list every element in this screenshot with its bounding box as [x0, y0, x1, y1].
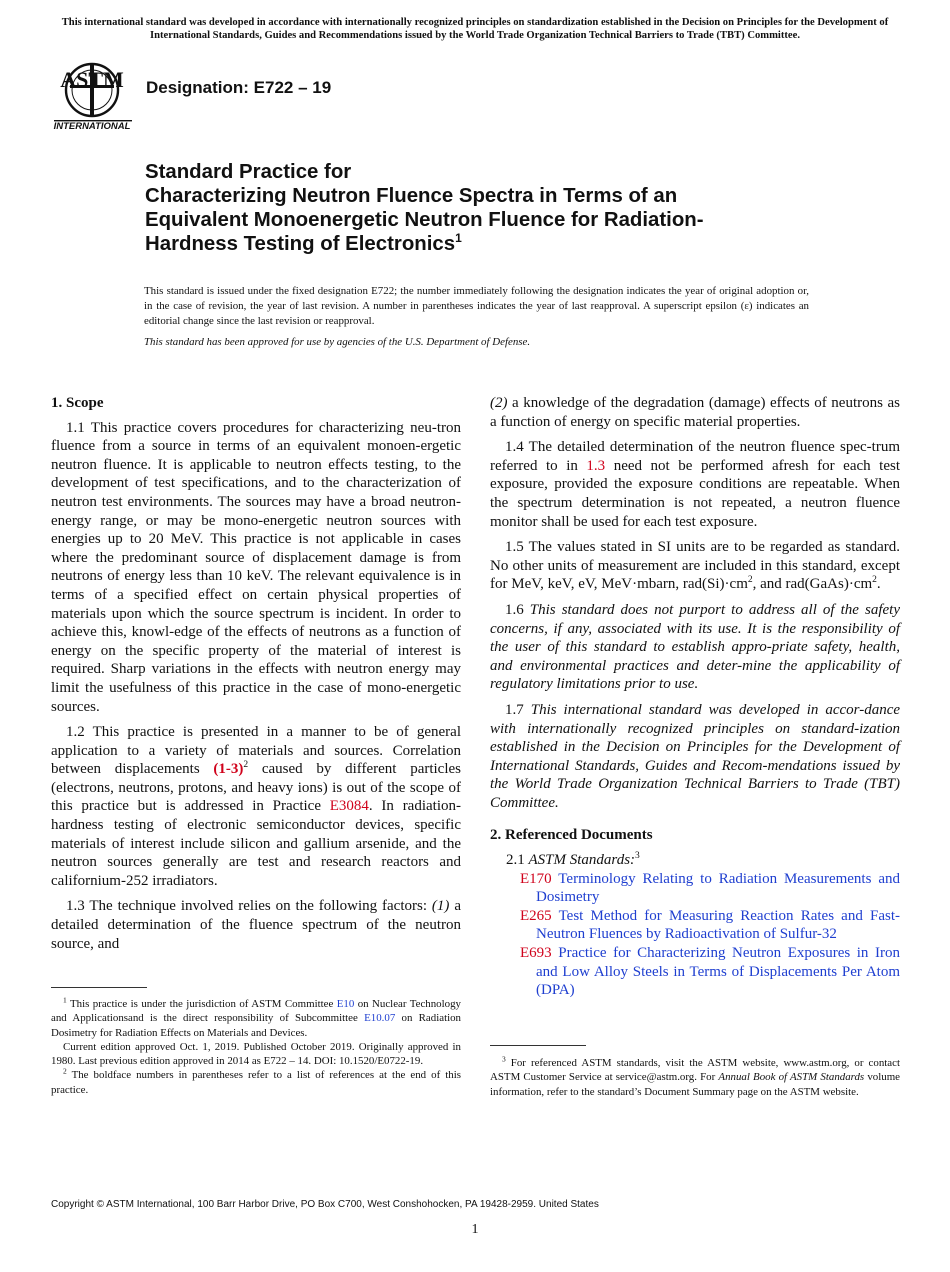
issue-note: This standard is issued under the fixed designation E722; the number immediately following the designation indicates the year of original adoption or, in the case of revision, the year of last revision. A number in parentheses indicates the year of last reapproval. A superscript epsilon (ε) indicates an editorial change since the last revision or reapproval.: [144, 285, 809, 327]
scope-heading: 1. Scope: [51, 395, 104, 411]
footnote-3: [490, 1056, 900, 1099]
factor-2-marker: (2): [490, 395, 508, 411]
section-1-3: [51, 897, 461, 953]
reference-title[interactable]: Practice for Characterizing Neutron Exposures in Iron and Low Alloy Steels in Terms of Displacements Per Atom (DPA): [536, 945, 900, 999]
reference-item-e265[interactable]: [506, 907, 900, 944]
subheading-number: 2.1: [506, 852, 529, 869]
footnote-divider-left: [51, 987, 147, 988]
section-1-2-text-c: . In radiation-hardness testing of electronic semiconductor devices, specific materials of interest include silicon and gallium arsenide, and the neutron sources generally are test and research reactors and californium-252 irradiators.: [51, 798, 461, 889]
section-1-3-continued: [490, 394, 900, 431]
section-1-6-text: This standard does not purport to address all of the safety concerns, if any, associated with its use. It is the responsibility of the user of this standard to establish appro-priate safety, health, and environmental practices and deter-mine the applicability of regulatory limitations prior to use.: [490, 601, 900, 693]
referenced-documents-heading: 2. Referenced Documents: [490, 827, 653, 844]
section-1-5-text-c: .: [876, 576, 881, 593]
logo-text: ASTM: [60, 67, 124, 92]
edition-note: Current edition approved Oct. 1, 2019. Published October 2019. Originally approved in 1980. Last previous edition approved in 2014 as E722 – 14. DOI: 10.1520/E0722-19.: [51, 1040, 461, 1068]
reference-title[interactable]: Terminology Relating to Radiation Measurements and Dosimetry: [536, 870, 900, 906]
title-line-3: Equivalent Monoenergetic Neutron Fluence for Radiation-: [145, 209, 704, 231]
footnote-3-text-b: volume information, refer to the standard’s Document Summary page on the ASTM website.: [490, 1071, 900, 1098]
dod-approval-note: This standard has been approved for use by agencies of the U.S. Department of Defense.: [144, 336, 531, 348]
logo-subtext: INTERNATIONAL: [53, 121, 131, 132]
section-1-7: [490, 701, 900, 813]
link-e10[interactable]: E10: [336, 998, 355, 1010]
section-1-3-text-b: a detailed determination of the fluence spectrum of the neutron source, and: [51, 898, 461, 952]
footnote-3-text-a: For referenced ASTM standards, visit the ASTM website, www.astm.org, or contact ASTM Customer Service at service@astm.org. For: [490, 1057, 900, 1084]
reference-code[interactable]: E265: [520, 907, 552, 924]
section-1-5: [490, 538, 900, 594]
page-number: 1: [471, 1222, 479, 1237]
reference-code[interactable]: E170: [520, 870, 552, 887]
section-1-6-number: 1.6: [505, 601, 530, 618]
section-1-1: 1.1 This practice covers procedures for characterizing neu-tron fluence from a source in terms of an equivalent monoen-ergetic neutron fluence. It is applicable to neutron effects testing, to the development of test specifications, and to the characterization of neutron test environments. The sources may have a broad neutron-energy range, or may be mono-energetic neutron sources with energies up to 20 MeV. This practice is not applicable in cases where the predominant source of displacement damage is from neutrons of energy less than 10 keV. The relevant equivalence is in terms of a specified effect on certain physical properties of materials upon which the source spectrum is incident. In order to achieve this, knowl-edge of the effects of neutrons as a function of energy on the specific property of the material of interest is required. Sharp variations in the effects with neutron energy may limit the usefulness of this practice in the case of mono-energetic sources.: [51, 419, 461, 715]
link-e10-07[interactable]: E10.07: [364, 1012, 396, 1025]
link-e3084[interactable]: E3084: [329, 798, 369, 815]
footnote-1-text-a: This practice is under the jurisdiction of ASTM Committee: [66, 998, 337, 1010]
section-1-6: [490, 601, 900, 694]
section-1-4-text-a: 1.4 The detailed determination of the neutron fluence spec-trum referred to in: [490, 439, 900, 474]
reference-item-e170[interactable]: [506, 870, 900, 907]
top-notice: This international standard was developed in accordance with internationally recognized principles on standardization established in the Decision on Principles for the Development of International Standards, Guides and Recommendations issued by the World Trade Organization Technical Barriers to Trade (TBT) Committee.: [61, 17, 889, 41]
footnote-2: [51, 1068, 461, 1097]
section-1-4-text-b: need not be performed afresh for each test exposure, provided the exposure conditions are repeatable. When the spectrum determination is not repeated, a neutron fluence monitor shall be used for each test exposure.: [490, 457, 900, 530]
left-column: [51, 394, 461, 960]
section-1-3-text-c: a knowledge of the degradation (damage) effects of neutrons as a function of energy on specific material properties.: [490, 395, 900, 430]
superscript-2b: 2: [872, 575, 877, 586]
reference-code[interactable]: E693: [520, 945, 552, 962]
footnote-2-mark: 2: [63, 1066, 67, 1076]
astm-logo-icon: [52, 58, 136, 134]
astm-standards-subheading: [506, 851, 900, 870]
astm-logo: [52, 58, 136, 134]
superscript-2a: 2: [747, 575, 753, 586]
footnote-divider-right: [490, 1045, 586, 1046]
footnotes-right: [490, 1056, 900, 1099]
factor-1-marker: (1): [431, 898, 450, 915]
copyright-notice: Copyright © ASTM International, 100 Barr Harbor Drive, PO Box C700, West Conshohocken, PA 19428-2959. United States: [51, 1199, 599, 1210]
footnote-mark-2: 2: [243, 760, 249, 771]
footnote-1: [51, 997, 461, 1040]
document-title: [145, 160, 805, 256]
designation: Designation: E722 – 19: [146, 78, 332, 97]
reference-title[interactable]: Test Method for Measuring Reaction Rates and Fast-Neutron Fluences by Radioactivation of Sulfur-32: [536, 907, 900, 943]
title-line-4: [145, 232, 805, 256]
title-line-2: Characterizing Neutron Fluence Spectra in Terms of an: [145, 185, 678, 207]
section-1-2-text-a: 1.2 This practice is presented in a manner to be of general application to a variety of materials and sources. Correlation between displacements: [51, 724, 461, 778]
footnotes-left: [51, 997, 461, 1097]
title-line-1: Standard Practice for: [145, 161, 352, 183]
footnote-3-mark: 3: [502, 1054, 506, 1064]
title-line-4-text: Hardness Testing of Electronics: [145, 233, 456, 255]
footnote-3-italic: Annual Book of ASTM Standards: [718, 1071, 865, 1084]
section-1-2: [51, 723, 461, 890]
section-1-5-text-b: , and rad(GaAs)·cm: [752, 576, 873, 593]
reference-link-1-3[interactable]: (1-3): [213, 761, 244, 778]
footnote-1-mark: 1: [63, 995, 67, 1005]
footnote-mark-3: 3: [635, 851, 640, 862]
section-1-5-text-a: 1.5 The values stated in SI units are to be regarded as standard. No other units of measurement are included in this standard, except for MeV, keV, eV, MeV·mbarn, rad(Si)·cm: [490, 539, 900, 593]
section-1-3-text-a: 1.3 The technique involved relies on the following factors:: [66, 898, 432, 915]
section-1-7-number: 1.7: [505, 701, 531, 718]
section-1-7-text: This international standard was developed in accor-dance with internationally recognized principles on standard-ization established in the Decision on Principles for the Development of International Standards, Guides and Recom-mendations issued by the World Trade Organization Technical Barriers to Trade (TBT) Committee.: [490, 701, 901, 811]
subheading-label: ASTM Standards:: [528, 852, 636, 869]
right-column: [490, 394, 900, 1000]
footnote-1-text-b: on Nuclear Technology and Applicationsand is the direct responsibility of Subcommittee: [51, 998, 461, 1025]
section-1-2-text-b: caused by different particles (electrons, neutrons, protons, and heavy ions) is out of the scope of this practice but is addressed in Practice: [51, 761, 461, 815]
footnote-2-text: The boldface numbers in parentheses refer to a list of references at the end of this practice.: [51, 1069, 461, 1096]
reference-item-e693[interactable]: [506, 944, 900, 1000]
title-footnote-mark: 1: [455, 231, 462, 246]
link-section-1-3[interactable]: 1.3: [586, 457, 606, 474]
section-1-4: [490, 438, 900, 531]
footnote-1-text-c: on Radiation Dosimetry for Radiation Effects on Materials and Devices.: [51, 1012, 462, 1039]
